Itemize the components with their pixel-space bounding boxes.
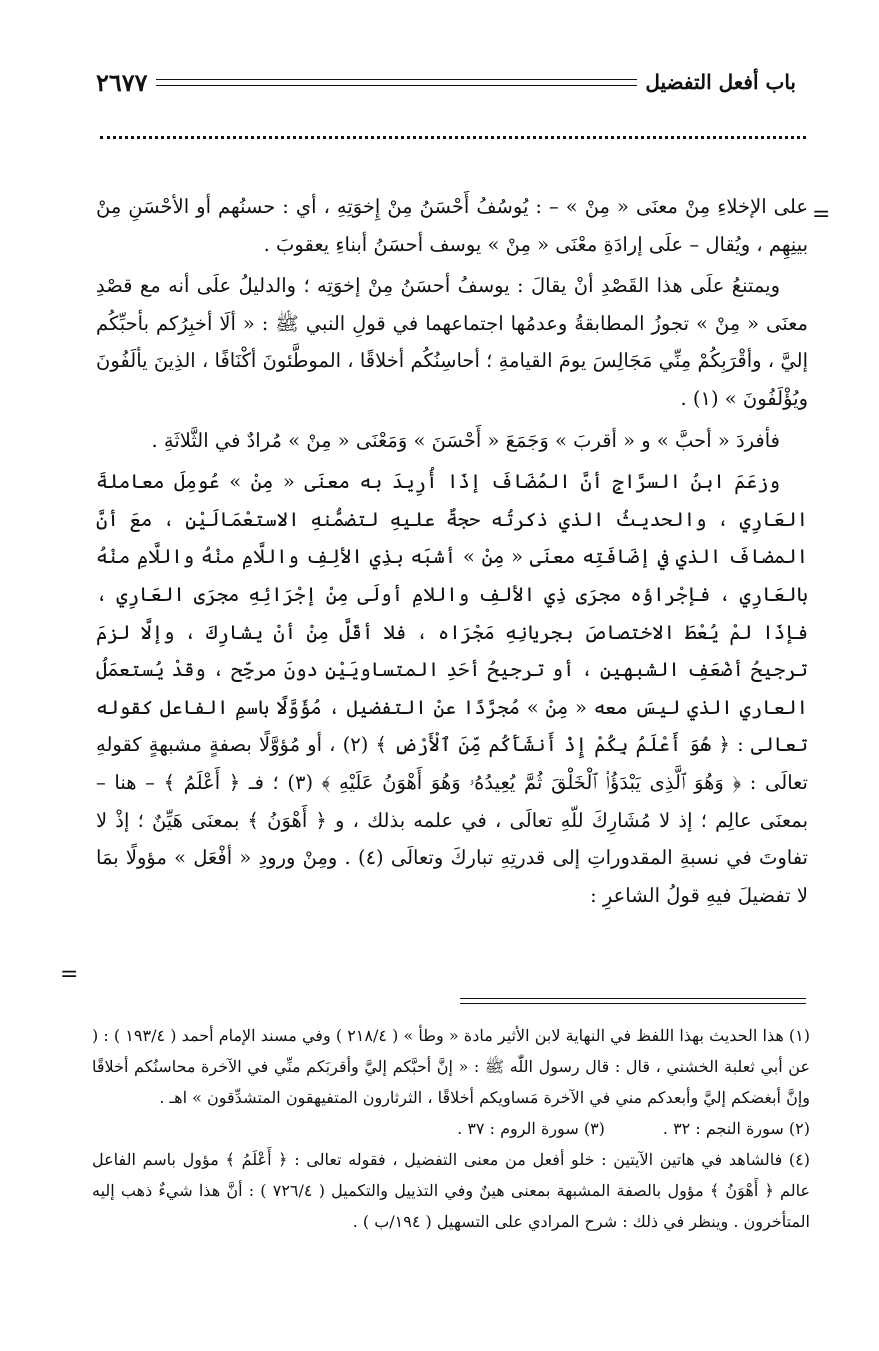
- paragraph: فأفردَ « أحبَّ » و « أقربَ » وَجَمَعَ « أَحْسَنَ » وَمَعْنَى « مِنْ » مُرادٌ في الثَّلاثَةِ .: [151, 428, 780, 452]
- footnote-3: (٣) سورة الروم : ٣٧ .: [457, 1119, 605, 1138]
- main-text: [96, 188, 808, 914]
- continuation-mark-top: =: [812, 202, 831, 227]
- footnote-row: [92, 1113, 810, 1144]
- paragraph: وزعَمَ ابنُ السرَّاجِ أنَّ المُضَافَ إذَا أُرِيدَ به معنَى « مِنْ » عُومِلَ معاملةَ العَارِي ، والحديثُ الذي ذكرتُه حجةٌ عليهِ لتضمُّنهِ الاستعْمَالَيْنِ ، معَ أنَّ المضافَ الذي في إضَافَتِه معنَى « مِنْ » أشبَه بذِي الألِفِ واللَّامِ منْهُ واللَّامِ منْهُ بالعَارِي ، فإجْراؤه مجرَى ذِي الألفِ واللامِ أولَى مِنْ إجْرَائِهِ مجرَى العَارِي ، فإذَا لمْ يُعْطَ الاختصاصَ بجريانِهِ مَجْرَاه ، فلا أقَلَّ مِنْ أنْ يشارِكَ ، وإلَّا لزمَ ترجيحُ أضْعَفِ الشبهينِ ، أو ترجيحُ أحَدِ المتساويَيْنِ دونَ مرجِّح ، وقدْ يُستعمَلُ العاري الذي ليسَ معه « مِنْ » مُجرَّدًا عنْ التفضيل ، مُؤَوَّلًا باسمِ الفاعل كقوله تعالى : ﴿ هُوَ أَعْلَمُ بِكُمْ إِذْ أَنشَأَكُم مِّنَ ٱلْأَرْضِ ﴾ (٢) ، أو مُؤوَّلًا بصفةٍ مشبهةٍ كقولهِ تعالَى : ﴿ وَهُوَ ٱلَّذِى يَبْدَؤُا۟ ٱلْخَلْقَ ثُمَّ يُعِيدُهُۥ وَهُوَ أَهْوَنُ عَلَيْهِ ﴾ (٣) ؛ فـ ﴿ أَعْلَمُ ﴾ – هنا – بمعنَى عالِم ؛ إذ لا مُشَارِكَ للّهِ تعالَى ، في علمه بذلك ، و ﴿ أَهْوَنُ ﴾ بمعنَى هَيِّنٌ ؛ إذْ لا تفاوتَ في نسبةِ المقدوراتِ إلى قدرتِهِ تباركَ وتعالَى (٤) . ومِنْ ورودِ « أفْعَل » مؤولًا بمَا لا تفضيلَ فيهِ قولُ الشاعرِ :: [96, 470, 808, 907]
- footnote-1: (١) هذا الحديث بهذا اللفظ في النهاية لابن الأثير مادة « وطأ » ( ٢١٨/٤ ) وفي مسند الإمام أحمد ( ١٩٣/٤ ) : ( عن أبي ثعلبة الخشني ، قال : قال رسول اللّٰه ﷺ : « إنَّ أحبَّكم إليَّ وأقربَكم منِّي في الآخرة محاسنُكم أخلاقًا وإنَّ أبغضكم إليَّ وأبعدكم مني في الآخرة مَساويكم أخلاقًا ، الثرثارون المتفيهقون المتشدِّقون » اهـ .: [92, 1026, 811, 1107]
- chapter-title: باب أفعل التفضيل: [645, 70, 796, 94]
- page-header: [96, 62, 796, 102]
- paragraph: ويمتنعُ علَى هذا القَصْدِ أنْ يقالَ : يوسفُ أحسَنُ مِنْ إخوَتِه ؛ والدليلُ علَى أنه مع قصْدِ معنَى « مِنْ » تجوزُ المطابقةُ وعدمُها اجتماعهما في قولِ النبي ﷺ : « ألَا أخبِرُكم بأحبِّكُم إليَّ ، وأقْرَبِكُمْ مِنِّي مَجَالِسَ يومَ القيامةِ ؛ أحاسِنُكُم أخلاقًا ، الموطَّئونَ أكْنَافًا ، الذِينَ يألَفُونَ ويُؤْلَفُونَ » (١) .: [96, 274, 808, 410]
- footnote-rule: [460, 998, 806, 1004]
- continuation-mark-bottom: =: [60, 962, 79, 987]
- footnotes: [92, 1020, 810, 1237]
- header-rule: [156, 79, 638, 86]
- footnote-2: (٢) سورة النجم : ٣٢ .: [662, 1119, 810, 1138]
- page-number: ٢٦٧٧: [96, 67, 148, 97]
- footnote-4: (٤) فالشاهد في هاتين الآيتين : خلو أفعل من معنى التفضيل ، فقوله تعالى : ﴿ أَعْلَمُ ﴾ مؤول باسم الفاعل عالم ﴿ أَهْوَنُ ﴾ مؤول بالصفة المشبهة بمعنى هينٌ وفي التذييل والتكميل ( ٧٢٦/٤ ) : أنَّ هذا شيءٌ ذهب إليه المتأخرون . وينظر في ذلك : شرح المرادي على التسهيل ( ١٩٤/ب ) .: [92, 1150, 811, 1231]
- paragraph: على الإخلاءِ مِنْ معنَى « مِنْ » – : يُوسُفُ أَحْسَنُ مِنْ إِخوَتِهِ ، أي : حسنُهم أو الأحْسَنِ مِنْ بينِهِم ، ويُقال – علَى إرادَةِ معْنَى « مِنْ » يوسف أحسَنُ أبناءِ يعقوبَ .: [96, 195, 808, 256]
- dotted-separator: [100, 136, 806, 139]
